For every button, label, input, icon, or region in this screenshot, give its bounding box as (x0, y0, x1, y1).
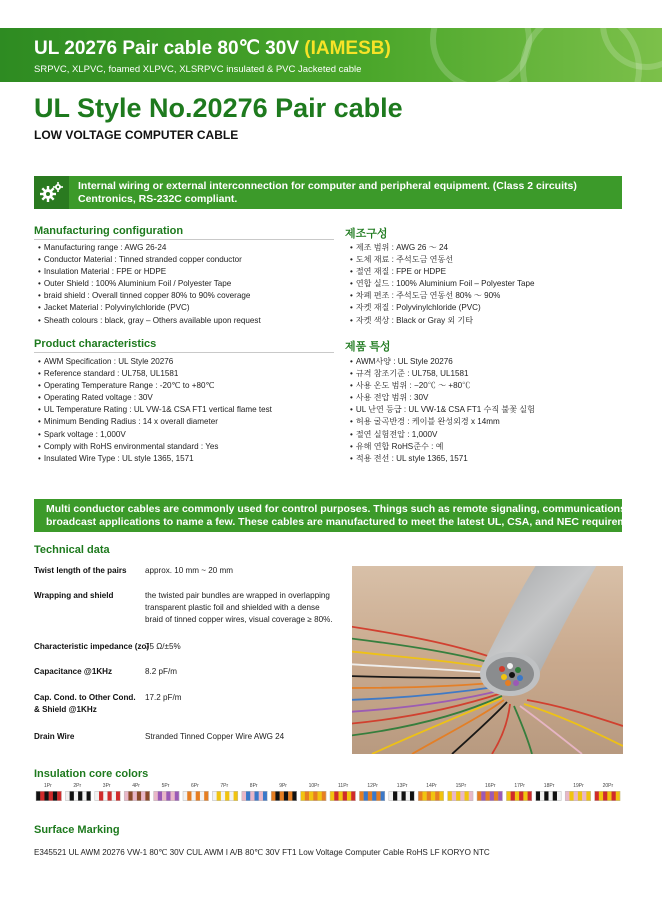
product-heading: Product characteristics (34, 338, 334, 353)
core-color-swatch (410, 791, 414, 801)
core-color-swatch (271, 791, 275, 801)
core-color-swatch (422, 791, 426, 801)
core-color-swatch (103, 791, 107, 801)
list-item: • Sheath colours : black, gray – Others available upon request (38, 315, 261, 327)
core-color-swatch (36, 791, 40, 801)
core-color-swatch (280, 791, 284, 801)
list-item: • 자켓 재질 : Polyvinylchloride (PVC) (350, 302, 535, 314)
list-item: • Spark voltage : 1,000V (38, 429, 272, 441)
core-color-swatch (40, 791, 44, 801)
core-color-swatch (469, 791, 473, 801)
list-item: • 차폐 편조 : 주석도금 연동선 80% 〜 90% (350, 290, 535, 302)
list-item: • Minimum Bending Radius : 14 x overall diameter (38, 416, 272, 428)
pair-label: 9Pr (279, 783, 287, 789)
pair-label: 19Pr (573, 783, 584, 789)
applications-line: Multi conductor cables are commonly used for control purposes. Things such as remote signaling, communications and (46, 503, 648, 515)
core-color-swatch (158, 791, 162, 801)
tech-value-wrapping (145, 590, 333, 626)
gears-icon (34, 176, 69, 209)
tech-value-capacitance: 8.2 pF/m (145, 667, 177, 676)
list-item: • Outer Shield : 100% Aluminium Foil / Polyester Tape (38, 278, 261, 290)
core-color-swatch (553, 791, 557, 801)
core-color-swatch (171, 791, 175, 801)
core-color-swatch (544, 791, 548, 801)
core-color-swatch (288, 791, 292, 801)
intro-text (78, 180, 618, 205)
core-color-swatch (175, 791, 179, 801)
list-item: • 적용 전선 : UL style 1365, 1571 (350, 453, 535, 465)
pair-label: 18Pr (543, 783, 555, 789)
cable-photo (352, 566, 623, 754)
pair-label: 12Pr (367, 783, 378, 789)
core-color-swatch (582, 791, 586, 801)
core-color-swatch (99, 791, 103, 801)
core-color-swatch (108, 791, 112, 801)
core-color-swatch (133, 791, 137, 801)
list-item: • Reference standard : UL758, UL1581 (38, 368, 272, 380)
core-color-swatch (128, 791, 132, 801)
product-list (38, 356, 272, 465)
core-color-strip (34, 791, 622, 801)
core-color-swatch (191, 791, 195, 801)
decorative-ring-icon (430, 28, 532, 82)
core-color-swatch (343, 791, 347, 801)
pair-label: 20Pr (602, 783, 614, 789)
list-item: • 허용 굴곡반경 : 케이블 완성외경 x 14mm (350, 416, 535, 428)
list-item: • Insulated Wire Type : UL style 1365, 1571 (38, 453, 272, 465)
core-color-swatch (431, 791, 435, 801)
core-color-swatch (221, 791, 225, 801)
core-color-swatch (217, 791, 221, 801)
core-color-swatch (498, 791, 502, 801)
list-item: • UL Temperature Rating : UL VW-1& CSA FT1 vertical flame test (38, 404, 272, 416)
pair-label: 7Pr (220, 783, 229, 789)
tech-value-line: braid of tinned copper wires, visual coverage ≥ 80%. (145, 615, 333, 624)
core-color-swatch (435, 791, 439, 801)
manufacturing-list (38, 242, 261, 327)
core-color-swatch (616, 791, 620, 801)
list-item: • Comply with RoHS environmental standard : Yes (38, 441, 272, 453)
core-color-swatch (259, 791, 263, 801)
core-color-swatch (322, 791, 326, 801)
list-item: • 도체 재료 : 주석도금 연동선 (350, 254, 535, 266)
pair-label: 1Pr (44, 783, 52, 789)
tech-label-impedance: Characteristic impedance (zo) (34, 642, 150, 651)
core-color-swatch (305, 791, 309, 801)
intro-line: Centronics, RS-232C compliant. (78, 192, 238, 205)
core-color-swatch (389, 791, 393, 801)
tech-value-line: transparent plastic foil and shielded with a dense (145, 603, 320, 612)
core-color-swatch (200, 791, 204, 801)
insulation-heading: Insulation core colors (34, 768, 149, 780)
core-color-swatch (603, 791, 607, 801)
core-color-swatch (406, 791, 410, 801)
core-color-swatch (397, 791, 401, 801)
core-color-swatch (402, 791, 406, 801)
list-item: • AWM Specification : UL Style 20276 (38, 356, 272, 368)
applications-line: broadcast applications to name a few. These cables are manufactured to meet the latest UL, CSA, and NEC requirements. (46, 515, 652, 528)
tech-value-cap-cond: 17.2 pF/m (145, 693, 182, 702)
core-color-swatch (225, 791, 229, 801)
tech-label-cap-cond (34, 692, 136, 716)
core-color-swatch (330, 791, 334, 801)
core-color-swatch (612, 791, 616, 801)
tech-value-drain: Stranded Tinned Copper Wire AWG 24 (145, 732, 285, 741)
core-color-swatch (44, 791, 48, 801)
core-color-swatch (229, 791, 233, 801)
core-color-swatch (515, 791, 519, 801)
manufacturing-heading: Manufacturing configuration (34, 225, 334, 240)
header-banner (0, 28, 662, 82)
pair-label: 16Pr (485, 783, 496, 789)
core-color-swatch (477, 791, 481, 801)
core-color-swatch (565, 791, 569, 801)
banner-subtitle: SRPVC, XLPVC, foamed XLPVC, XLSRPVC insulated & PVC Jacketed cable (34, 64, 362, 75)
core-color-swatch (196, 791, 200, 801)
core-color-swatch (452, 791, 456, 801)
core-color-swatch (292, 791, 296, 801)
core-color-swatch (393, 791, 397, 801)
core-color-swatch (301, 791, 305, 801)
list-item: • 규격 참조기준 : UL758, UL1581 (350, 368, 535, 380)
core-color-swatch (162, 791, 166, 801)
list-item: • 유해 연합 RoHS준수 : 예 (350, 441, 535, 453)
core-color-swatch (448, 791, 452, 801)
core-color-swatch (246, 791, 250, 801)
core-color-swatch (250, 791, 254, 801)
pair-label: 3Pr (102, 783, 111, 789)
pair-label: 2Pr (73, 783, 82, 789)
core-color-swatch (439, 791, 443, 801)
core-color-swatch (137, 791, 141, 801)
applications-text (46, 503, 651, 528)
core-color-swatch (74, 791, 78, 801)
list-item: • 사용 온도 범위 : −20℃ 〜 +80℃ (350, 380, 535, 392)
core-color-swatch (578, 791, 582, 801)
core-color-swatch (574, 791, 578, 801)
core-color-swatch (376, 791, 380, 801)
pair-label: 4Pr (132, 783, 140, 789)
list-item: • 자켓 색상 : Black or Gray 외 기타 (350, 315, 535, 327)
core-color-swatch (456, 791, 460, 801)
core-color-swatch (234, 791, 238, 801)
core-color-swatch (212, 791, 216, 801)
core-color-swatch (124, 791, 128, 801)
list-item: • Insulation Material : FPE or HDPE (38, 266, 261, 278)
pair-label: 6Pr (191, 783, 199, 789)
technical-heading: Technical data (34, 544, 110, 556)
pair-label: 17Pr (514, 783, 525, 789)
core-color-swatch (519, 791, 523, 801)
list-item: • Manufacturing range : AWG 26-24 (38, 242, 261, 254)
core-color-swatch (372, 791, 376, 801)
core-color-swatch (87, 791, 91, 801)
core-color-swatch (607, 791, 611, 801)
page-title: UL Style No.20276 Pair cable (34, 93, 403, 123)
manufacturing-ko-list (350, 242, 535, 327)
core-color-swatch (506, 791, 510, 801)
core-color-swatch (465, 791, 469, 801)
core-color-swatch (49, 791, 53, 801)
core-color-swatch (57, 791, 61, 801)
core-color-swatch (490, 791, 494, 801)
core-color-swatch (347, 791, 351, 801)
list-item: • 연합 실드 : 100% Aluminium Foil – Polyester Tape (350, 278, 535, 290)
core-color-swatch (485, 791, 489, 801)
banner-title-accent: (IAMESB) (304, 38, 391, 59)
list-item: • 제조 범위 : AWG 26 〜 24 (350, 242, 535, 254)
tech-label-twist: Twist length of the pairs (34, 566, 127, 575)
product-ko-list (350, 356, 535, 465)
core-color-swatch (511, 791, 515, 801)
banner-title (34, 37, 391, 60)
core-color-swatch (599, 791, 603, 801)
core-color-swatch (309, 791, 313, 801)
core-color-swatch (540, 791, 544, 801)
core-color-swatch (351, 791, 355, 801)
manufacturing-ko-heading: 제조구성 (345, 228, 388, 240)
pair-label: 11Pr (338, 783, 349, 789)
core-color-swatch (494, 791, 498, 801)
core-color-swatch (145, 791, 149, 801)
core-color-swatch (95, 791, 99, 801)
core-color-swatch (284, 791, 288, 801)
list-item: • Conductor Material : Tinned stranded copper conductor (38, 254, 261, 266)
core-color-swatch (275, 791, 279, 801)
core-color-swatch (536, 791, 540, 801)
product-ko-heading: 제품 특성 (345, 341, 391, 353)
list-item: • 사용 전압 범위 : 30V (350, 392, 535, 404)
core-color-swatch (418, 791, 422, 801)
pair-label: 14Pr (426, 783, 437, 789)
intro-bar (34, 176, 622, 209)
surface-marking-text: E345521 UL AWM 20276 VW-1 80℃ 30V CUL AWM I A/B 80℃ 30V FT1 Low Voltage Computer Cable RoHS LF KORYO NTC (34, 848, 490, 857)
list-item: • 절연 실험전압 : 1,000V (350, 429, 535, 441)
core-color-swatch (595, 791, 599, 801)
core-color-swatch (82, 791, 86, 801)
tech-label-wrapping: Wrapping and shield (34, 591, 114, 600)
core-color-swatch (141, 791, 145, 801)
core-color-swatch (523, 791, 527, 801)
core-color-swatch (359, 791, 363, 801)
core-color-swatch (204, 791, 208, 801)
core-color-swatch (112, 791, 116, 801)
core-color-swatch (313, 791, 317, 801)
pair-labels (34, 783, 622, 791)
tech-value-line: the twisted pair bundles are wrapped in overlapping (145, 591, 330, 600)
core-color-swatch (557, 791, 561, 801)
core-color-swatch (53, 791, 57, 801)
pair-label: 10Pr (308, 783, 320, 789)
core-color-swatch (263, 791, 267, 801)
pair-label: 5Pr (161, 783, 170, 789)
tech-label-line: Cap. Cond. to Other Cond. (34, 693, 136, 702)
core-color-swatch (116, 791, 120, 801)
core-color-swatch (166, 791, 170, 801)
core-color-swatch (586, 791, 590, 801)
tech-label-drain: Drain Wire (34, 732, 75, 741)
core-color-swatch (460, 791, 464, 801)
core-color-swatch (183, 791, 187, 801)
core-color-swatch (549, 791, 553, 801)
banner-title-main: UL 20276 Pair cable 80℃ 30V (34, 38, 299, 59)
core-color-swatch (569, 791, 573, 801)
intro-line: Internal wiring or external interconnection for computer and peripheral equipment. (Class 2 circuits) (78, 180, 577, 192)
core-color-swatch (70, 791, 74, 801)
list-item: • AWM사양 : UL Style 20276 (350, 356, 535, 368)
pair-label: 15Pr (455, 783, 467, 789)
list-item: • Jacket Material : Polyvinylchloride (PVC) (38, 302, 261, 314)
pair-label: 8Pr (249, 783, 258, 789)
list-item: • braid shield : Overall tinned copper 80% to 90% coverage (38, 290, 261, 302)
core-color-swatch (318, 791, 322, 801)
core-color-swatch (187, 791, 191, 801)
core-color-swatch (528, 791, 532, 801)
tech-value-impedance: 75 Ω/±5% (145, 642, 181, 651)
surface-heading: Surface Marking (34, 824, 120, 836)
list-item: • Operating Temperature Range : -20℃ to +80℃ (38, 380, 272, 392)
list-item: • Operating Rated voltage : 30V (38, 392, 272, 404)
core-color-swatch (242, 791, 246, 801)
core-color-swatch (381, 791, 385, 801)
tech-value-twist: approx. 10 mm ~ 20 mm (145, 566, 233, 575)
core-color-swatch (364, 791, 368, 801)
core-color-swatch (368, 791, 372, 801)
applications-bar (34, 499, 652, 532)
page-subtitle: LOW VOLTAGE COMPUTER CABLE (34, 128, 239, 142)
core-color-swatch (334, 791, 338, 801)
tech-label-line: & Shield @1KHz (34, 705, 97, 714)
core-color-swatch (481, 791, 485, 801)
core-color-swatch (427, 791, 431, 801)
core-color-swatch (255, 791, 259, 801)
tech-label-capacitance: Capacitance @1KHz (34, 667, 113, 676)
list-item: • 절연 재질 : FPE or HDPE (350, 266, 535, 278)
core-color-swatch (154, 791, 158, 801)
core-color-swatch (78, 791, 82, 801)
list-item: • UL 난연 등급 : UL VW-1& CSA FT1 수직 불꽃 실험 (350, 404, 535, 416)
core-color-swatch (65, 791, 69, 801)
core-color-swatch (338, 791, 342, 801)
pair-label: 13Pr (396, 783, 408, 789)
